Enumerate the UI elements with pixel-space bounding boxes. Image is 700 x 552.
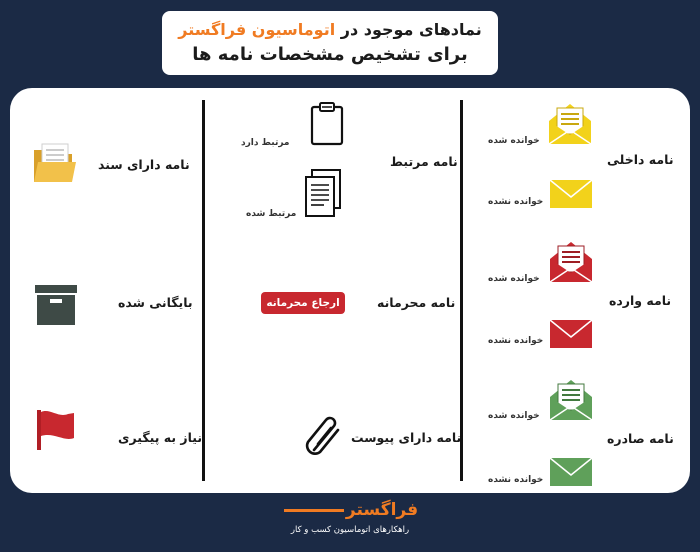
label-internal-read: خوانده شده — [488, 136, 540, 146]
label-outgoing-unread: خوانده نشده — [488, 475, 544, 485]
title-line-2: برای تشخیص مشخصات نامه ها — [192, 44, 468, 65]
label-confidential-letter: نامه محرمانه — [377, 295, 456, 310]
archive-box-icon — [34, 284, 78, 326]
envelope-closed-yellow-icon — [549, 179, 593, 209]
confidential-referral-badge: ارجاع محرمانه — [261, 292, 345, 314]
label-related-letter: نامه مرتبط — [390, 154, 458, 169]
label-archived: بایگانی شده — [118, 295, 193, 310]
label-document-letter: نامه دارای سند — [98, 157, 190, 172]
column-divider-left — [202, 100, 205, 481]
label-is-related: مرتبط شده — [246, 209, 297, 219]
label-internal-letter: نامه داخلی — [607, 152, 674, 167]
label-outgoing-letter: نامه صادره — [607, 431, 674, 446]
red-flag-icon — [34, 408, 78, 450]
brand-footer — [0, 498, 700, 538]
label-needs-followup: نیاز به پیگیری — [118, 430, 203, 445]
label-has-related: مرتبط دارد — [241, 138, 290, 148]
envelope-open-green-icon — [548, 378, 594, 422]
envelope-closed-green-icon — [549, 457, 593, 487]
document-stack-icon — [304, 168, 342, 218]
title-line-1: نمادهای موجود در اتوماسیون فراگستر — [178, 20, 482, 39]
label-incoming-read: خوانده شده — [488, 274, 540, 284]
paperclip-icon — [300, 414, 344, 458]
clipboard-icon — [310, 102, 344, 146]
envelope-closed-red-icon — [549, 319, 593, 349]
envelope-open-red-icon — [548, 240, 594, 284]
brand-logo: فراگستر — [0, 498, 700, 522]
column-divider-right — [460, 100, 463, 481]
brand-tagline: راهکارهای اتوماسیون کسب و کار — [290, 525, 410, 535]
label-internal-unread: خوانده نشده — [488, 197, 544, 207]
label-incoming-unread: خوانده نشده — [488, 336, 544, 346]
title-box — [162, 11, 498, 75]
envelope-open-yellow-icon — [547, 102, 593, 146]
legend-panel — [10, 88, 690, 493]
label-outgoing-read: خوانده شده — [488, 411, 540, 421]
label-attachment-letter: نامه دارای پیوست — [351, 430, 462, 445]
brand-underline — [284, 509, 344, 512]
title-highlight: اتوماسیون فراگستر — [178, 20, 336, 39]
label-incoming-letter: نامه وارده — [609, 293, 672, 308]
folder-with-document-icon — [32, 142, 78, 184]
